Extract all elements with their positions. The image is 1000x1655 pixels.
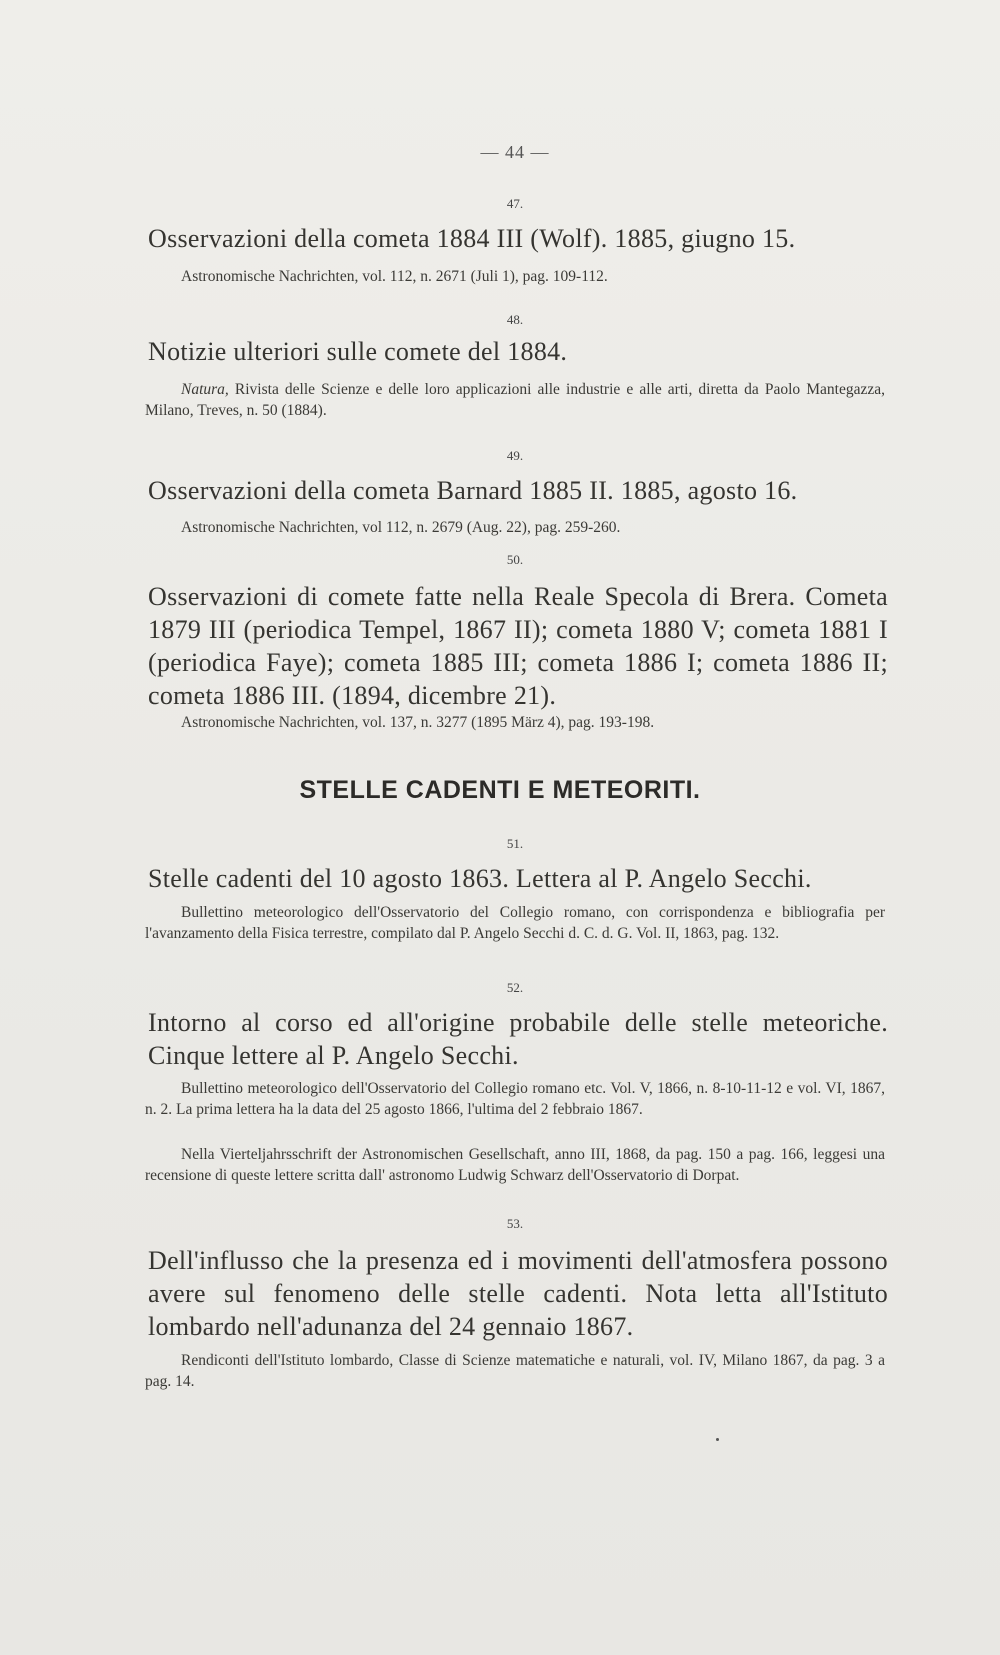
entry-title: Osservazioni di comete fatte nella Reale Specola di Brera. Cometa 1879 III (periodica Tempel, 1867 II); cometa 1880 V; cometa 1881 I (periodica Faye); cometa 1885 III; cometa 1886 I; cometa 1886 II; cometa 1886 III. (1894, dicembre 21). (148, 582, 888, 710)
entry-number: 49. (506, 448, 524, 463)
entry-title: Stelle cadenti del 10 agosto 1863. Lettera al P. Angelo Secchi. (148, 864, 812, 893)
entry-reference (145, 379, 885, 421)
ink-speck (716, 1438, 719, 1441)
page-number: — 44 — (480, 142, 550, 162)
entry-reference: Astronomische Nachrichten, vol 112, n. 2679 (Aug. 22), pag. 259-260. (181, 519, 621, 536)
entry-title: Osservazioni della cometa 1884 III (Wolf). 1885, giugno 15. (148, 224, 796, 253)
entry-reference: Bullettino meteorologico dell'Osservatorio del Collegio romano, con corrispondenza e bibliografia per l'avanzamento della Fisica terrestre, compilato dal P. Angelo Secchi d. C. d. G. Vol. II, 1863, pag. 132. (145, 904, 885, 942)
entry-number: 48. (506, 312, 524, 327)
entry-title: Notizie ulteriori sulle comete del 1884. (148, 337, 568, 366)
entry-number: 53. (506, 1216, 524, 1231)
entry-number: 47. (506, 196, 524, 211)
entry-title: Dell'influsso che la presenza ed i movimenti dell'atmosfera possono avere sul fenomeno delle stelle cadenti. Nota letta all'Istituto lombardo nell'adunanza del 24 gennaio 1867. (148, 1246, 888, 1341)
entry-reference-note: Nella Vierteljahrsschrift der Astronomischen Gesellschaft, anno III, 1868, da pag. 150 a pag. 166, leggesi una recensione di queste lettere scritta dall' astronomo Ludwig Schwarz dell'Osservatorio di Dorpat. (145, 1146, 885, 1184)
entry-reference: Bullettino meteorologico dell'Osservatorio del Collegio romano etc. Vol. V, 1866, n. 8-10-11-12 e vol. VI, 1867, n. 2. La prima lettera ha la data del 25 agosto 1866, l'ultima del 2 febbraio 1867. (145, 1080, 885, 1118)
journal-name: Natura, (181, 381, 229, 398)
entry-reference: Astronomische Nachrichten, vol. 112, n. 2671 (Juli 1), pag. 109-112. (181, 268, 608, 285)
entry-title: Osservazioni della cometa Barnard 1885 II. 1885, agosto 16. (148, 476, 798, 505)
entry-reference: Rendiconti dell'Istituto lombardo, Classe di Scienze matematiche e naturali, vol. IV, Milano 1867, da pag. 3 a pag. 14. (145, 1352, 885, 1390)
entry-reference: Astronomische Nachrichten, vol. 137, n. 3277 (1895 März 4), pag. 193-198. (181, 714, 655, 731)
section-heading: STELLE CADENTI E METEORITI. (299, 776, 701, 804)
entry-number: 51. (506, 836, 524, 851)
entry-number: 52. (506, 980, 524, 995)
reference-text: Rivista delle Scienze e delle loro applicazioni alle industrie e alle arti, diretta da Paolo Mantegazza, Milano, Treves, n. 50 (1884). (145, 381, 885, 419)
entry-title: Intorno al corso ed all'origine probabile delle stelle meteoriche. Cinque lettere al P. Angelo Secchi. (148, 1008, 888, 1070)
entry-number: 50. (506, 552, 524, 567)
